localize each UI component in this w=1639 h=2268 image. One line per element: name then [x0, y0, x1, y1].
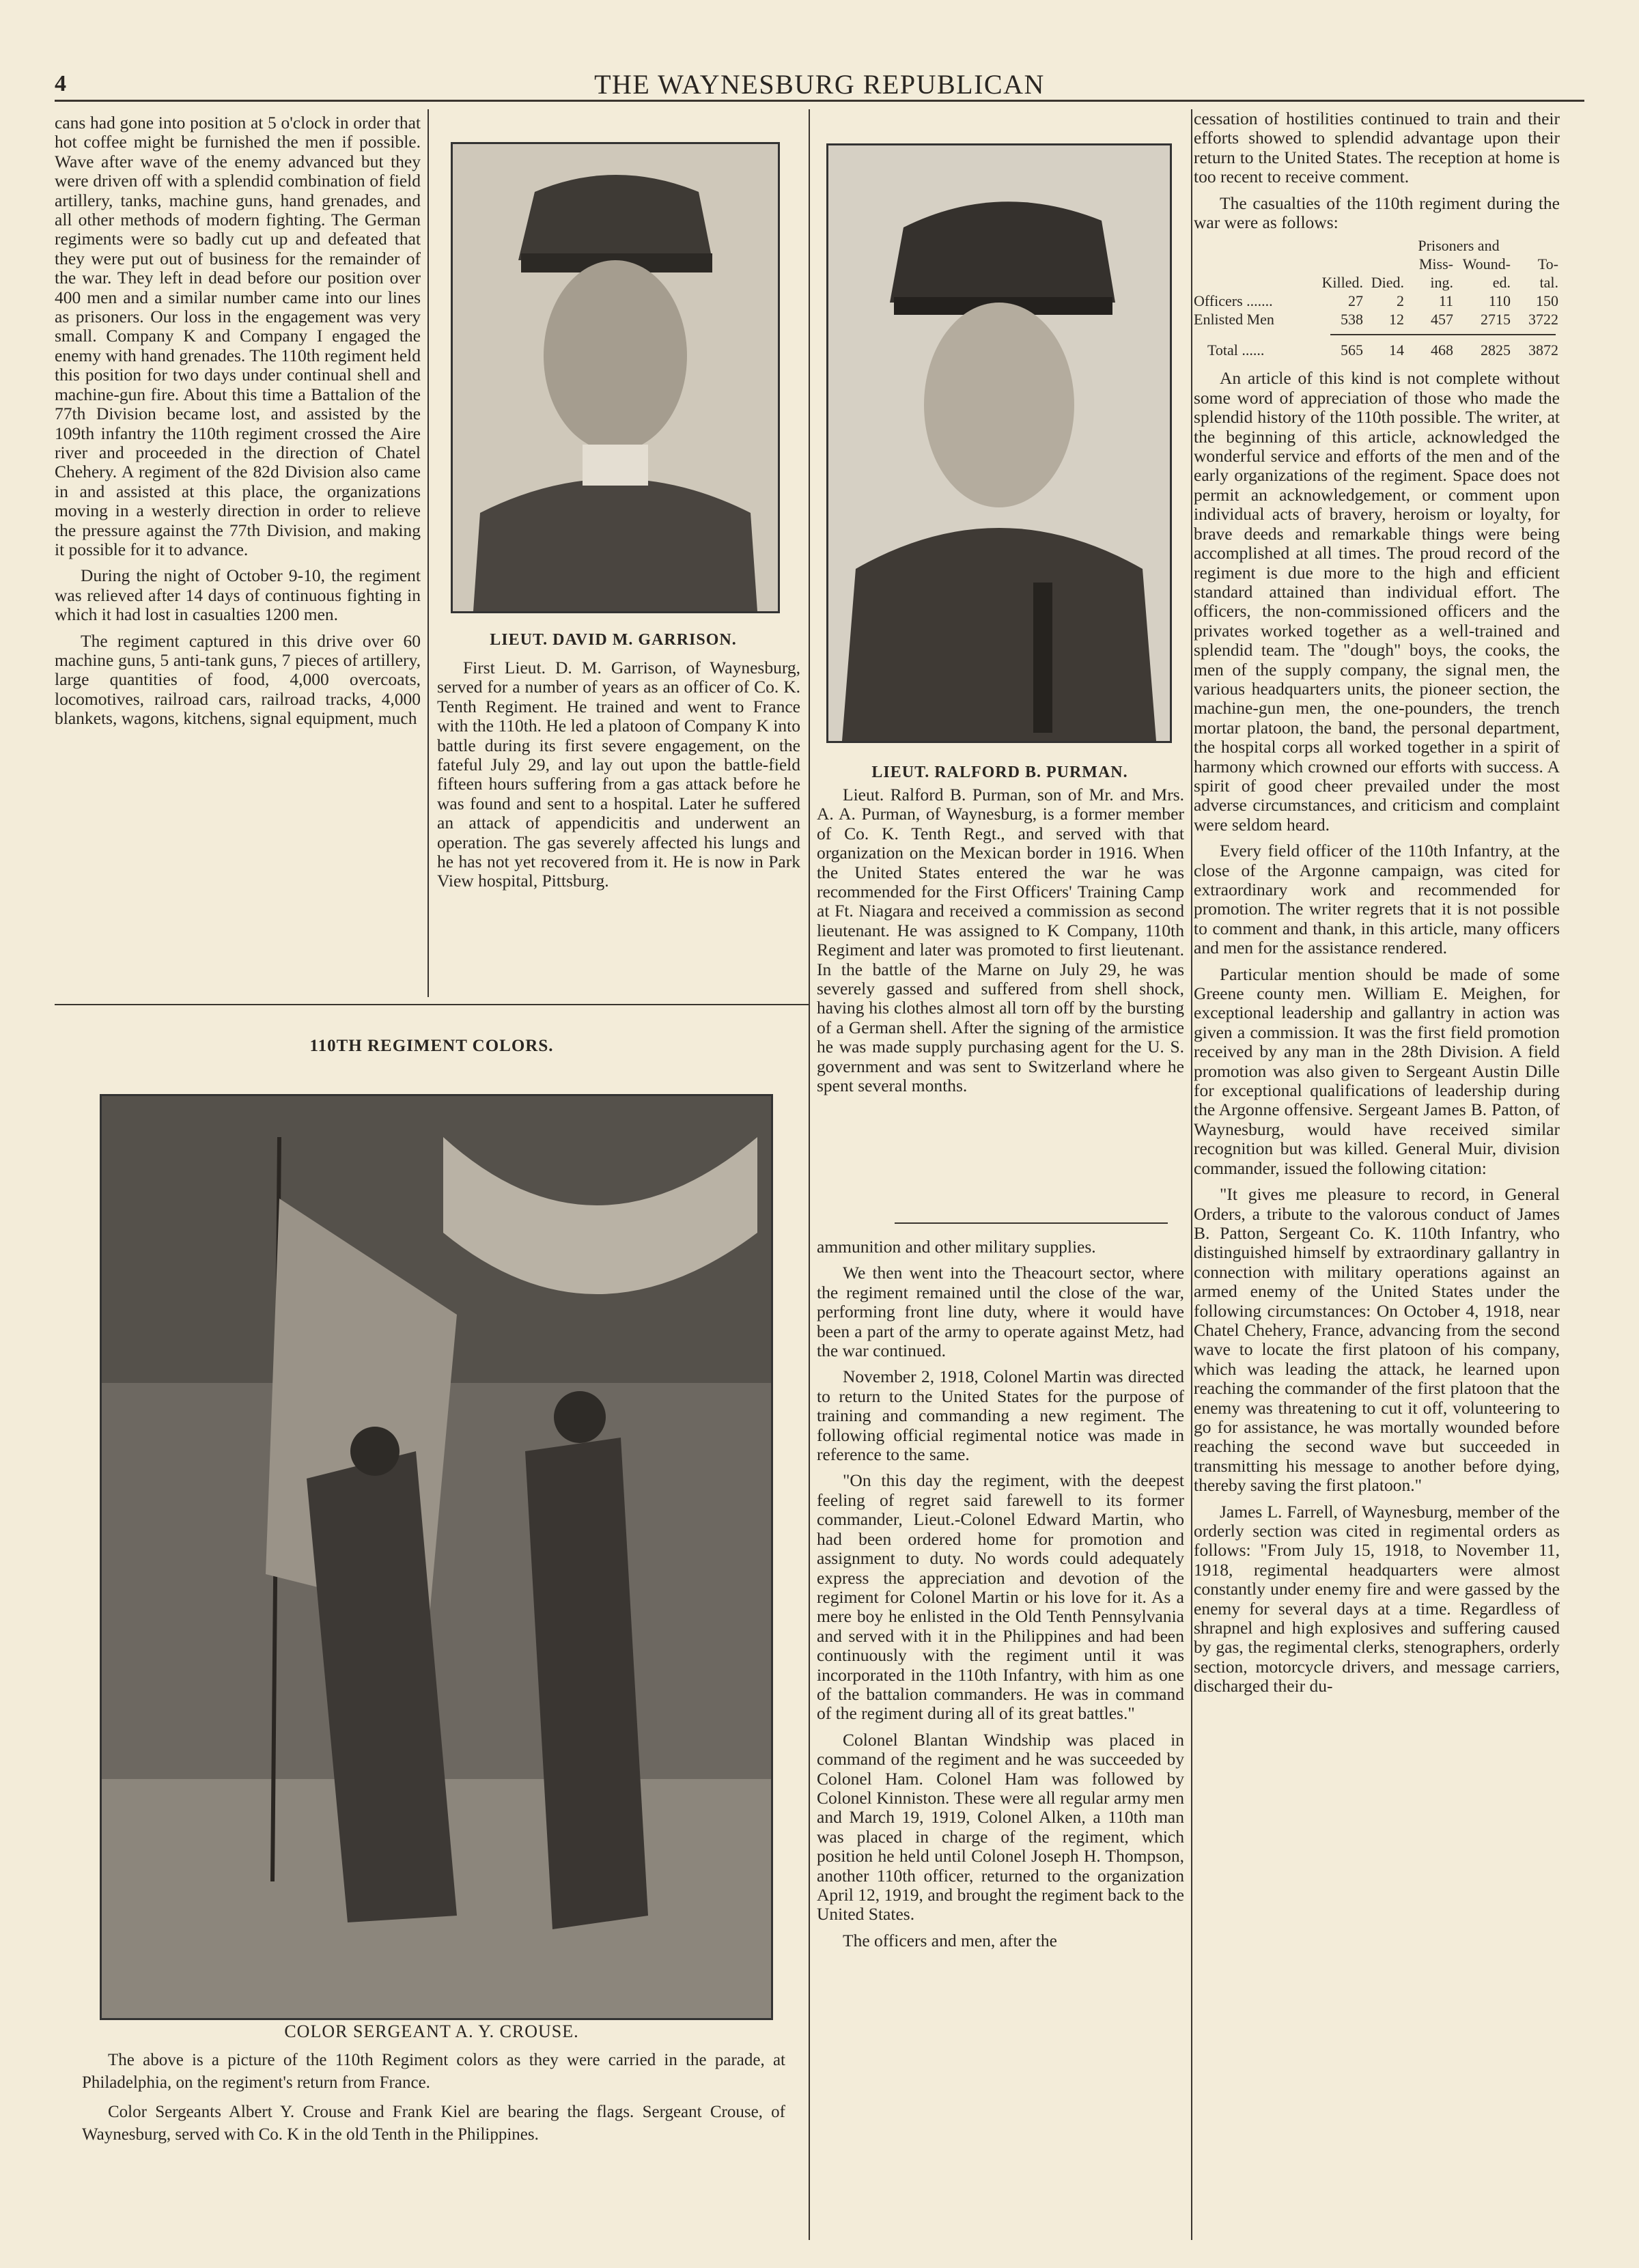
col1-paragraph-3: The regiment captured in this drive over 60 machine guns, 5 anti-tank guns, 7 pieces of artillery, large quantities of food, 4,000 overcoats, locomotives, railroad cars, railroad tracks, 4,000 blankets, wagons, kitchens, signal equipment, much [55, 630, 421, 729]
col-divider-2 [809, 109, 810, 2240]
col4-paragraph-5: James L. Farrell, of Waynesburg, member of the orderly section was cited in regimental orders as follows: "From July 15, 1918, to November 11, 1918, regimental headquarters were almost constantly under enemy fire and were gassed by the enemy for several days at a time. Regardless of shrapnel and high explosives and suffering caused by gas, the regimental clerks, stenographers, orderly section, motorcycle drivers, and message carriers, discharged their du- [1194, 1501, 1560, 1696]
col4-paragraph-2: Every field officer of the 110th Infantry, at the close of the Argonne campaign, was cited for extraordinary work and recommended for promotion. The writer regrets that it is not possible to comment and thank, in this article, many officers and men for the assistance rendered. [1194, 841, 1560, 958]
header-rule [55, 100, 1584, 102]
col3-paragraph-6: The officers and men, after the [843, 1930, 1057, 1950]
table-header-row: Miss- Wound- To- [1418, 255, 1558, 273]
casualties-table [1194, 236, 1560, 359]
purman-bio-text: Lieut. Ralford B. Purman, son of Mr. and Mrs. A. A. Purman, of Waynesburg, is a former member of Co. K. Tenth Regt., and served with that organization on the Mexican border in 1916. When the United States entered the war he was recommended for the First Officers' Training Camp at Ft. Niagara and received a commission as second lieutenant. He was assigned to K Company, 110th Regiment and later was promoted to first lieutenant. In the battle of the Marne on July 29, he was severely gassed and suffered from shell shock, having his clothes almost all torn off by the bursting of a German shell. After the signing of the armistice he was made supply purchasing agent for the U. S. government and was sent to Switzerland where he spent several months. [817, 785, 1184, 1096]
column-1-article [55, 113, 421, 994]
officer-portrait-icon [828, 145, 1170, 741]
column-4-article [1194, 109, 1560, 2247]
colors-caption-text [82, 2049, 785, 2220]
soldier-portrait-icon [453, 144, 778, 611]
purman-caption: LIEUT. RALFORD B. PURMAN. [871, 764, 1128, 781]
page-number: 4 [55, 71, 66, 96]
regiment-colors-photo [100, 1094, 773, 2020]
garrison-bio [437, 658, 800, 993]
col1-paragraph-2: During the night of October 9-10, the regiment was relieved after 14 days of continuous fighting in which it had lost in casualties 1200 men. [55, 565, 421, 625]
purman-bio [817, 785, 1184, 1216]
col-divider-3 [1191, 109, 1192, 2240]
column-3-article [817, 1237, 1184, 2248]
table-row: Officers ....... 27 2 11 110 150 [1194, 292, 1558, 310]
col4-intro-2: The casualties of the 110th regiment during the war were as follows: [1194, 193, 1560, 233]
table-header-row: Killed. Died. ing. ed. tal. [1321, 274, 1558, 292]
table-row: Enlisted Men 538 12 457 2715 3722 [1194, 311, 1558, 328]
col3-paragraph-2: We then went into the Theacourt sector, where the regiment remained until the close of the war, performing front line duty, where it would have been a part of the army to operate against Metz, had the war continued. [817, 1263, 1184, 1361]
col3-paragraph-3: November 2, 1918, Colonel Martin was directed to return to the United States for the purpose of training and commanding a new regiment. The following official regimental notice was made in reference to the same. [817, 1367, 1184, 1465]
col-divider-1 [428, 109, 429, 997]
garrison-caption: LIEUT. DAVID M. GARRISON. [490, 631, 737, 649]
colors-photo-caption: COLOR SERGEANT A. Y. CROUSE. [284, 2021, 579, 2041]
colors-heading: 110TH REGIMENT COLORS. [309, 1037, 554, 1055]
col3-paragraph-5: Colonel Blantan Windship was placed in command of the regiment and he was succeeded by Colonel Ham. Colonel Ham was followed by Colonel Kinniston. These were all regular army men and March 19, 1919, Colonel Alken, a 110th man was placed in charge of the regiment, which position he held until Colonel Joseph H. Thompson, another 110th officer, returned to the organization April 12, 1919, and brought the regiment back to the United States. [817, 1729, 1184, 1924]
garrison-portrait-photo [451, 142, 780, 613]
col4-intro-1: cessation of hostilities continued to train and their efforts showed to splendid advantage upon their return to the United States. The reception at home is too recent to receive comment. [1194, 109, 1560, 187]
parade-flags-icon [102, 1096, 771, 2018]
col4-paragraph-1: An article of this kind is not complete without some word of appreciation of those who made the splendid history of the 110th possible. The writer, at the beginning of this article, acknowledged the wonderful service and efforts of the men and of the early organizations of the regiment. Space does not permit an acknowledgement, or comment upon individual acts of bravery, heroism or loyalty, for brave deeds and remarkable things were being accomplished at all times. The proud record of the regiment is due more to the high and efficient standard attained than individual effort. The officers, the non-commissioned officers and the privates worked together as a well-trained and splendid team. The "dough" boys, the cooks, the men of the supply company, the signal men, the various headquarters units, the pioneer section, the machine-gun men, the one-pounders, the trench mortar platoon, the band, the personal department, the hospital corps all worked together in a spirit of harmony which crowned our efforts with success. A spirit of good cheer prevailed under the most adverse circumstances, and criticism and complaint were seldom heard. [1194, 368, 1560, 835]
purman-portrait-photo [826, 143, 1172, 743]
colors-paragraph-2: Color Sergeants Albert Y. Crouse and Frank Kiel are bearing the flags. Sergeant Crouse, of Waynesburg, served with Co. K in the old Tenth in the Philippines. [82, 2103, 785, 2144]
masthead-title: THE WAYNESBURG REPUBLICAN [594, 69, 1045, 100]
col4-paragraph-3: Particular mention should be made of some Greene county men. William E. Meighen, for exceptional leadership and gallantry in action was given a commission. It was the first field promotion received by any man in the 28th Division. A field promotion was also given to Sergeant Austin Dille for exceptional qualifications of leadership during the Argonne offensive. Sergeant James B. Patton, of Waynesburg, would have received similar recognition but was killed. General Muir, division commander, issued the following citation: [1194, 964, 1560, 1178]
col3-short-rule [895, 1222, 1168, 1224]
table-header-row: Prisoners and [1418, 237, 1500, 255]
colors-paragraph-1: The above is a picture of the 110th Regiment colors as they were carried in the parade, at Philadelphia, on the regiment's return from France. [82, 2051, 785, 2092]
col1-paragraph-1: cans had gone into position at 5 o'clock in order that hot coffee might be furnished the men if possible. Wave after wave of the enemy advanced but they were driven off with a splendid combination of field artillery, tanks, machine guns, hand grenades, and all other methods of modern fighting. The German regiments were so badly cut up and defeated that they were put out of business for the remainder of the war. They left in dead before our position over 400 men and a similar number came into our lines as prisoners. Our loss in the engagement was very small. Company K and Company I engaged the enemy with hand grenades. The 110th regiment held this position for two days under continual shell and machine-gun fire. About this time a Battalion of the 77th Division became lost, and assisted by the 109th infantry the 110th regiment crossed the Aire river and proceeded in the direction of Chatel Chehery. A regiment of the 82d Division also came in and assisted at this place, the organizations moving in a westerly direction in order to relieve the pressure against the 77th Division, and making it possible for it to advance. [55, 113, 421, 559]
garrison-bio-text: First Lieut. D. M. Garrison, of Waynesburg, served for a number of years as an officer of Co. K. Tenth Regiment. He trained and went to France with the 110th. He led a platoon of Company K into battle during its first severe engagement, on the fateful July 29, and lay out upon the battle-field fifteen hours suffering from a gas attack before he was found and sent to a hospital. Later he suffered an attack of appendicitis and underwent an operation. The gas severely affected his lungs and he has not yet recovered from it. He is now in Park View hospital, Pittsburg. [437, 658, 800, 891]
table-total-rule [1330, 334, 1556, 335]
col3-paragraph-1: ammunition and other military supplies. [817, 1237, 1096, 1257]
section-rule [55, 1004, 809, 1005]
col3-paragraph-4: "On this day the regiment, with the deepest feeling of regret said farewell to its former commander, Lieut.-Colonel Edward Martin, who had been ordered home for promotion and assignment to duty. No words could adequately express the appreciation and devotion of the regiment for Colonel Martin or his love for it. As a mere boy he enlisted in the Old Tenth Pennsylvania and served with it in the Philippines and had been continuously with the regiment until it was incorporated in the 110th Infantry, with him as one of the battalion commanders. He was in command of the regiment during all of its great battles." [817, 1470, 1184, 1724]
table-total-row: Total ...... 565 14 468 2825 3872 [1207, 341, 1558, 359]
col4-paragraph-4: "It gives me pleasure to record, in General Orders, a tribute to the valorous conduct of James B. Patton, Sergeant Co. K. 110th Infantry, who distinguished himself by extraordinary gallantry in connection with military operations against an armed enemy of the United States under the following circumstances: On October 4, 1918, near Chatel Chehery, France, advancing from the second wave to locate the first platoon of his company, which was leading the attack, he learned upon reaching the commander of the first platoon that the enemy was threatening to cut it off, volunteering to go for assistance, he was mortally wounded before reaching the second wave but succeeded in transmitting his message to another before dying, thereby saving the first platoon." [1194, 1184, 1560, 1496]
